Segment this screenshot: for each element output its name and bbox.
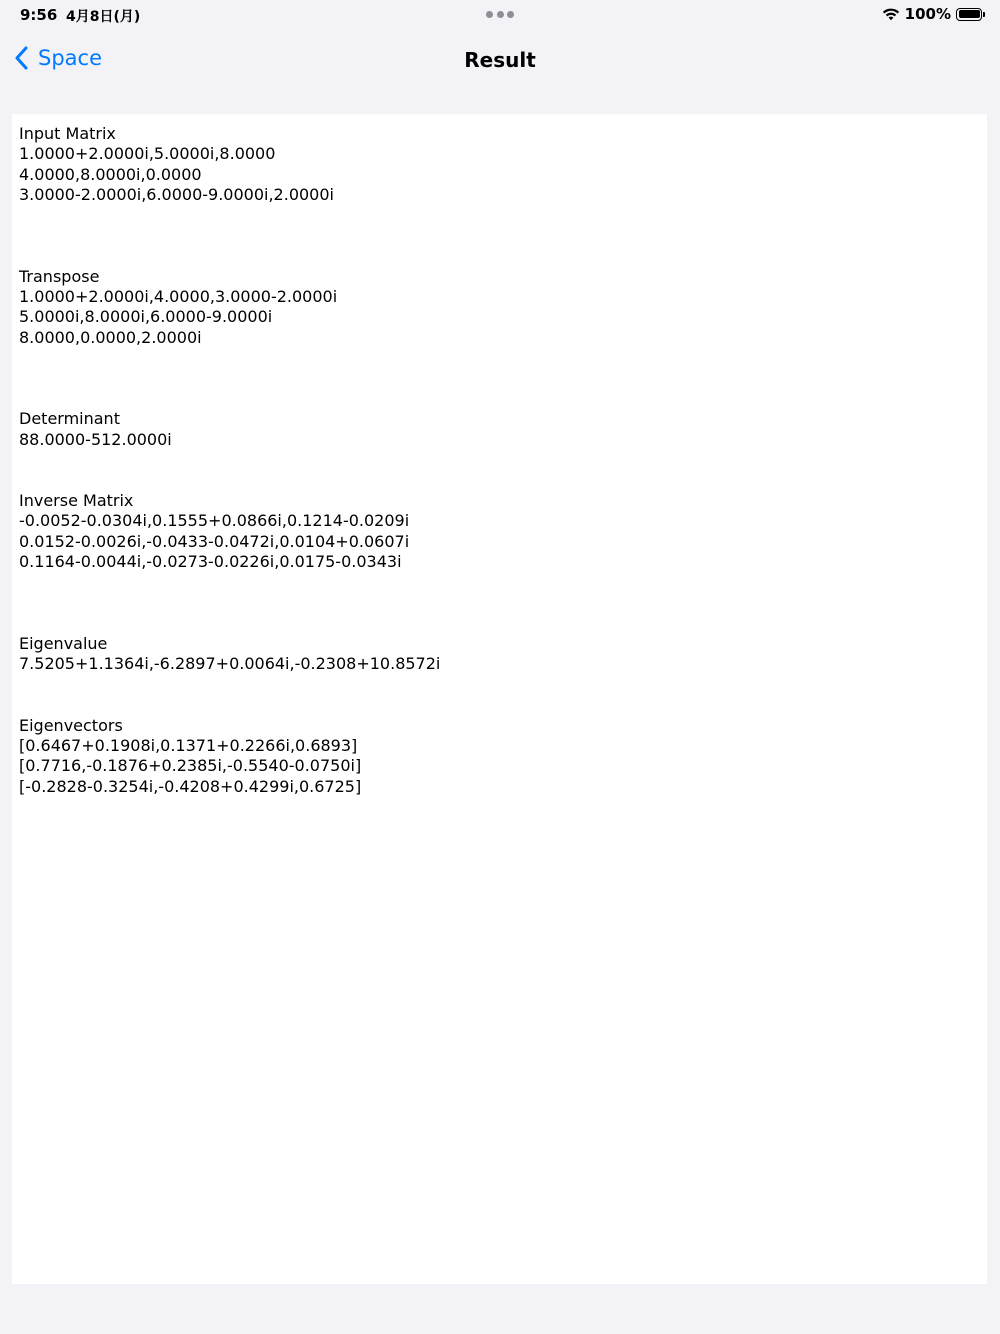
back-button-label: Space xyxy=(38,46,102,70)
section-heading: Determinant xyxy=(19,409,120,429)
matrix-row: 3.0000-2.0000i,6.0000-9.0000i,2.0000i xyxy=(19,185,334,205)
matrix-row: 5.0000i,8.0000i,6.0000-9.0000i xyxy=(19,307,273,327)
eigenvalue-values: 7.5205+1.1364i,-6.2897+0.0064i,-0.2308+10.8572i xyxy=(19,654,441,674)
page-title: Result xyxy=(464,48,536,72)
status-time: 9:56 xyxy=(20,6,58,24)
matrix-row: 4.0000,8.0000i,0.0000 xyxy=(19,164,202,184)
navigation-bar xyxy=(0,38,1000,82)
matrix-row: 1.0000+2.0000i,5.0000i,8.0000 xyxy=(19,144,276,164)
eigenvalue-section xyxy=(19,634,980,675)
status-bar xyxy=(0,0,1000,30)
section-heading: Input Matrix xyxy=(19,124,116,143)
matrix-row: 0.1164-0.0044i,-0.0273-0.0226i,0.0175-0.0343i xyxy=(19,552,402,572)
matrix-row: -0.0052-0.0304i,0.1555+0.0866i,0.1214-0.0209i xyxy=(19,511,410,531)
matrix-row: 8.0000,0.0000,2.0000i xyxy=(19,327,202,347)
eigenvector-row: [0.6467+0.1908i,0.1371+0.2266i,0.6893] xyxy=(19,735,358,755)
eigenvector-row: [0.7716,-0.1876+0.2385i,-0.5540-0.0750i] xyxy=(19,756,362,776)
section-heading: Eigenvectors xyxy=(19,715,123,735)
result-text-view[interactable] xyxy=(12,114,987,1284)
eigenvector-row: [-0.2828-0.3254i,-0.4208+0.4299i,0.6725] xyxy=(19,776,362,796)
matrix-row: 1.0000+2.0000i,4.0000,3.0000-2.0000i xyxy=(19,287,338,307)
input-matrix-section xyxy=(19,124,980,206)
multitasking-dots-icon[interactable] xyxy=(486,11,514,19)
wifi-icon xyxy=(882,7,900,21)
section-heading: Eigenvalue xyxy=(19,633,108,653)
status-date: 4月8日(月) xyxy=(66,9,141,25)
section-heading: Inverse Matrix xyxy=(19,491,134,511)
eigenvectors-section xyxy=(19,716,980,798)
determinant-value: 88.0000-512.0000i xyxy=(19,429,172,449)
section-heading: Transpose xyxy=(19,266,100,286)
transpose-section xyxy=(19,267,980,349)
determinant-section xyxy=(19,409,980,450)
inverse-matrix-section xyxy=(19,491,980,573)
battery-icon xyxy=(956,8,982,21)
matrix-row: 0.0152-0.0026i,-0.0433-0.0472i,0.0104+0.0607i xyxy=(19,531,410,551)
status-indicators xyxy=(882,5,982,23)
battery-percentage: 100% xyxy=(904,5,951,23)
